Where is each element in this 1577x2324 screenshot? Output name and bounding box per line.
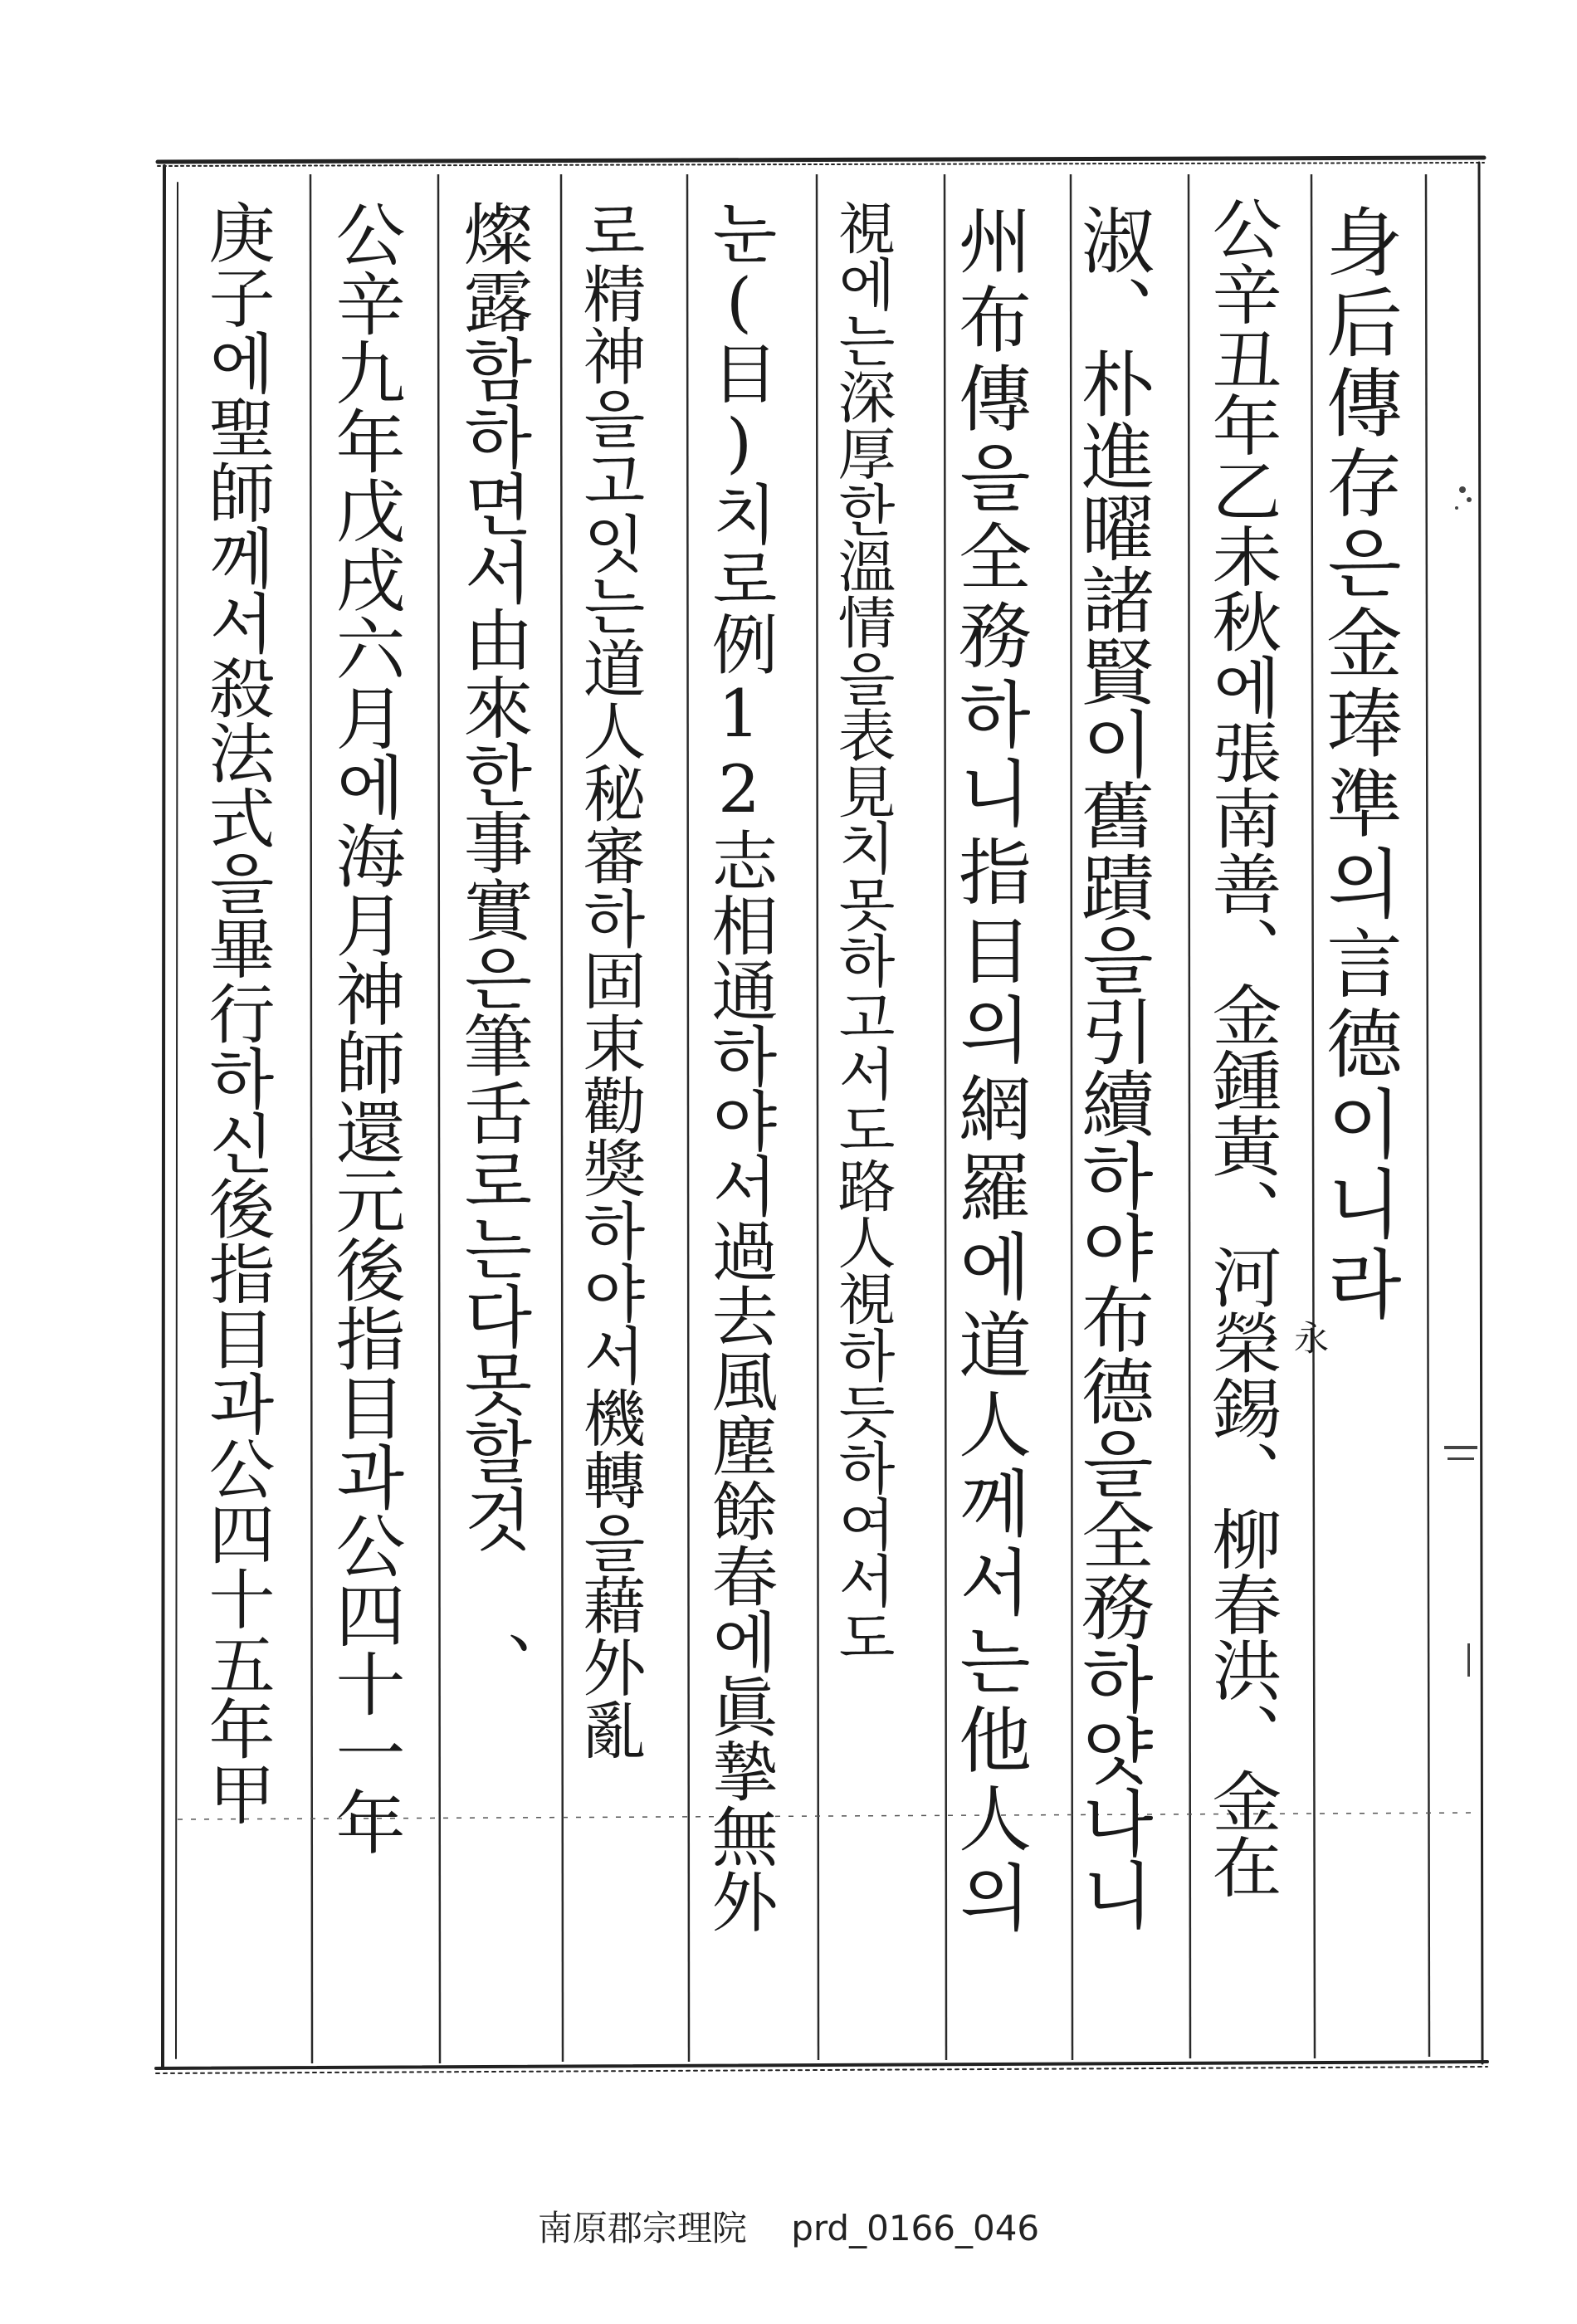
manuscript-column-10: 庚子에聖師께서殺法式을畢行하신後指目과公四十五年甲 — [198, 199, 275, 1826]
manuscript-column-7: 로精神을고잇는道人秘審하固束勸獎하야서機轉을藉外亂 — [573, 199, 647, 1760]
manuscript-column-9: 公辛九年戊戌六月에海月神師還元後指目과公四十一年 — [325, 199, 406, 1856]
manuscript-column-2: 公辛丑年乙未秋에張南善、金鍾黃、河榮錫、柳春洪、金在 — [1201, 195, 1282, 1899]
manuscript-column-6: 눈(目)치로例12志相通하야서過去風塵餘春에眞摯無外 — [701, 199, 778, 1934]
margin-annotation: 永 — [1289, 1320, 1330, 1355]
document-caption: 南原郡宗理院 prd_0166_046 — [537, 2208, 1040, 2248]
manuscript-column-5: 視에는深厚한溫情을表見치못하고서도路人視하듯하여서도 — [828, 199, 896, 1665]
manuscript-column-4: 州布傳을全務하니指目의網羅에道人께서는他人의 — [947, 203, 1033, 1939]
manuscript-column-3: 淑、朴進曜諸賢이舊蹟을引續하야布德을全務하얏나니 — [1070, 203, 1155, 1931]
manuscript-column-8: 燦露함하면서由來한事實은筆舌로는다못할것 、 — [452, 199, 534, 1699]
scan-noise — [1444, 486, 1477, 1677]
manuscript-column-1: 身后傳存은金琫準의言德이니라 — [1314, 203, 1403, 1326]
